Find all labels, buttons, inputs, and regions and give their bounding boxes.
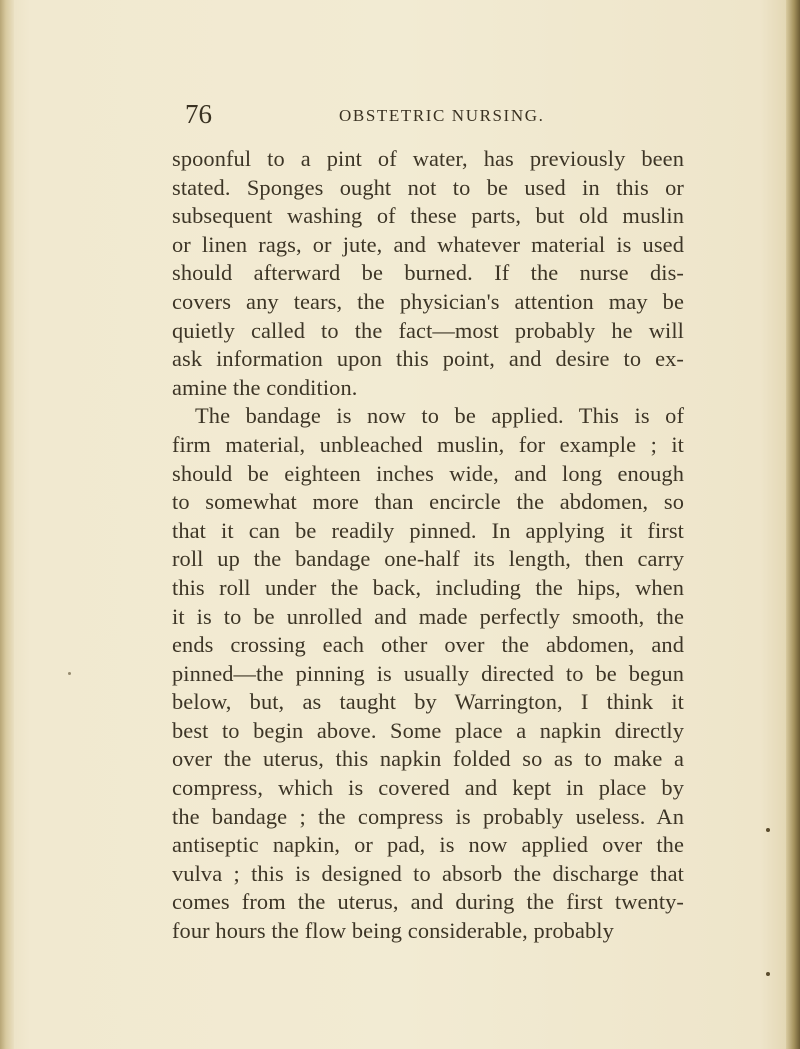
text-line: to somewhat more than encircle the abdomen, so — [172, 489, 684, 515]
page-number: 76 — [185, 99, 212, 129]
text-line: four hours the flow being considerable, probably — [172, 918, 614, 944]
text-line: compress, which is covered and kept in place by — [172, 775, 684, 801]
paper-speck — [766, 972, 770, 976]
text-line: spoonful to a pint of water, has previously been — [172, 146, 684, 171]
text-line: the bandage ; the compress is probably useless. An — [172, 803, 684, 829]
page-gutter-left — [0, 0, 14, 1049]
text-line: stated. Sponges ought not to be used in this or — [172, 174, 684, 200]
text-line: covers any tears, the physician's attention may be — [172, 288, 684, 314]
text-line: The bandage is now to be applied. This is of — [195, 403, 684, 429]
text-line: quietly called to the fact—most probably he will — [172, 317, 684, 343]
text-line: subsequent washing of these parts, but old muslin — [172, 203, 684, 229]
paper-speck — [68, 672, 71, 675]
body-text — [172, 145, 684, 946]
text-line: below, but, as taught by Warrington, I think it — [172, 689, 684, 715]
page-header — [173, 99, 673, 139]
paper-speck — [766, 828, 770, 832]
text-line: ask information upon this point, and desire to ex- — [172, 346, 684, 372]
text-line: antiseptic napkin, or pad, is now applied over the — [172, 832, 684, 858]
text-line: roll up the bandage one-half its length, then carry — [172, 546, 684, 572]
text-line: firm material, unbleached muslin, for example ; it — [172, 431, 684, 457]
page-edge-right — [786, 0, 800, 1049]
text-line: that it can be readily pinned. In applying it first — [172, 517, 684, 543]
text-line: vulva ; this is designed to absorb the discharge that — [172, 860, 684, 886]
text-line: pinned—the pinning is usually directed to be begun — [172, 660, 684, 686]
text-line: it is to be unrolled and made perfectly smooth, the — [172, 603, 684, 629]
text-line: should be eighteen inches wide, and long enough — [172, 460, 684, 486]
text-line: amine the condition. — [172, 374, 358, 400]
text-line: or linen rags, or jute, and whatever material is used — [172, 231, 684, 257]
text-line: comes from the uterus, and during the first twenty- — [172, 889, 684, 915]
text-line: this roll under the back, including the hips, when — [172, 574, 684, 600]
text-line: over the uterus, this napkin folded so as to make a — [172, 746, 684, 772]
running-head: OBSTETRIC NURSING. — [339, 106, 545, 125]
text-line: best to begin above. Some place a napkin directly — [172, 717, 684, 743]
text-line: should afterward be burned. If the nurse dis- — [172, 260, 684, 286]
text-line: ends crossing each other over the abdomen, and — [172, 632, 684, 658]
